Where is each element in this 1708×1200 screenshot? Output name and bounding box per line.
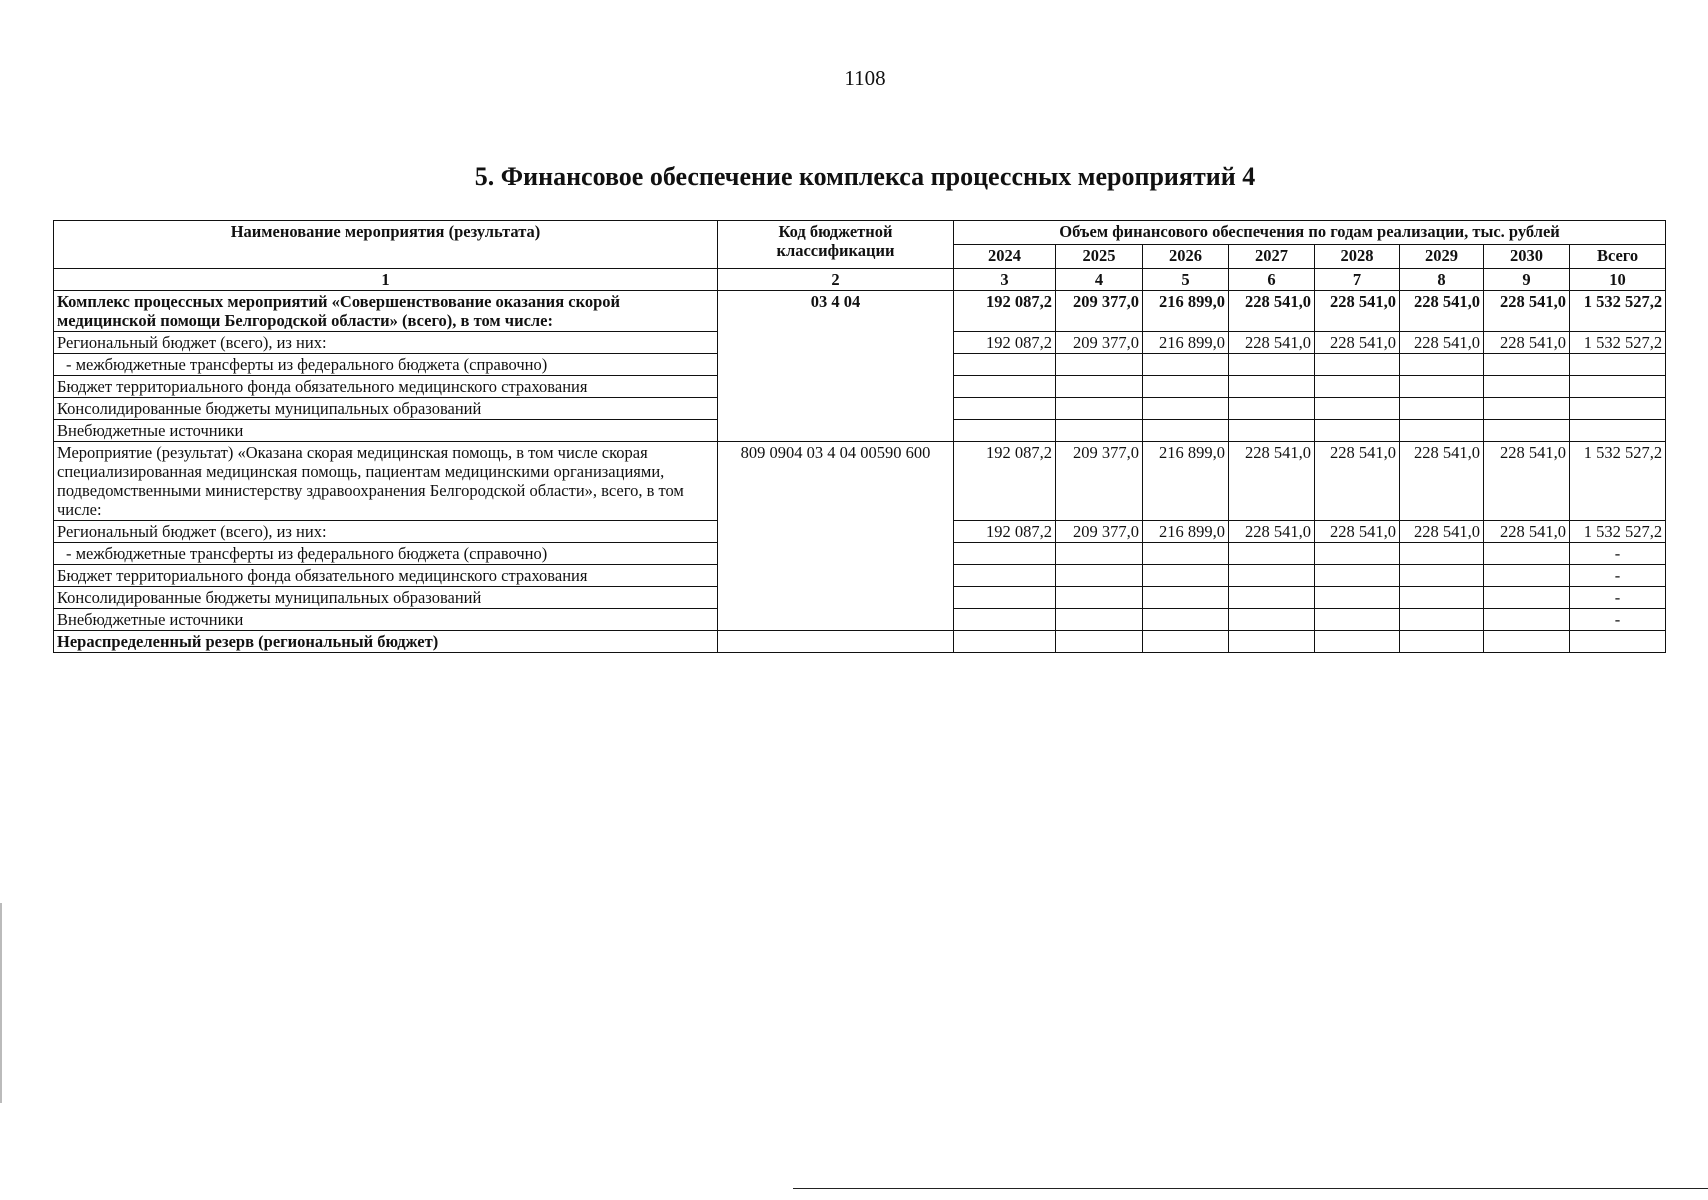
footer-line — [793, 1188, 1708, 1189]
header-year: 2028 — [1315, 245, 1400, 269]
header-year: 2030 — [1484, 245, 1570, 269]
value-cell — [1400, 609, 1484, 631]
value-cell — [1484, 631, 1570, 653]
column-index: 1 — [54, 269, 718, 291]
total-cell: 1 532 527,2 — [1570, 291, 1666, 332]
budget-code: 809 0904 03 4 04 00590 600 — [718, 442, 954, 631]
value-cell: 228 541,0 — [1484, 442, 1570, 521]
value-cell — [1143, 631, 1229, 653]
value-cell: 192 087,2 — [954, 332, 1056, 354]
row-name: Мероприятие (результат) «Оказана скорая медицинская помощь, в том числе скорая специализированная медицинская помощь, пациентам медицинскими организациями, подведомственными министерству здравоохранения Белгородской области», всего, в том числе: — [54, 442, 718, 521]
total-cell: 1 532 527,2 — [1570, 332, 1666, 354]
value-cell: 228 541,0 — [1315, 291, 1400, 332]
value-cell — [1484, 354, 1570, 376]
value-cell — [1315, 354, 1400, 376]
header-volume: Объем финансового обеспечения по годам реализации, тыс. рублей — [954, 221, 1666, 245]
value-cell — [1229, 587, 1315, 609]
value-cell — [954, 631, 1056, 653]
value-cell — [1056, 609, 1143, 631]
value-cell — [1143, 376, 1229, 398]
value-cell — [1143, 543, 1229, 565]
value-cell — [954, 609, 1056, 631]
value-cell: 216 899,0 — [1143, 291, 1229, 332]
row-name: Консолидированные бюджеты муниципальных образований — [54, 398, 718, 420]
column-index: 2 — [718, 269, 954, 291]
row-name: - межбюджетные трансферты из федерального бюджета (справочно) — [54, 543, 718, 565]
value-cell: 228 541,0 — [1229, 442, 1315, 521]
value-cell — [1400, 631, 1484, 653]
value-cell — [1400, 354, 1484, 376]
budget-code — [718, 631, 954, 653]
value-cell — [1229, 631, 1315, 653]
total-cell: - — [1570, 565, 1666, 587]
table-row — [54, 442, 1666, 521]
row-name: Внебюджетные источники — [54, 609, 718, 631]
table-row — [54, 291, 1666, 332]
value-cell — [1315, 587, 1400, 609]
row-name: Внебюджетные источники — [54, 420, 718, 442]
value-cell — [1315, 420, 1400, 442]
row-name: Региональный бюджет (всего), из них: — [54, 332, 718, 354]
scan-edge-mark — [0, 903, 2, 1103]
value-cell — [1143, 354, 1229, 376]
value-cell: 228 541,0 — [1229, 291, 1315, 332]
value-cell — [1484, 376, 1570, 398]
column-index: 7 — [1315, 269, 1400, 291]
total-cell — [1570, 420, 1666, 442]
value-cell — [954, 543, 1056, 565]
value-cell — [954, 587, 1056, 609]
value-cell — [1484, 609, 1570, 631]
header-year: 2024 — [954, 245, 1056, 269]
header-year: 2027 — [1229, 245, 1315, 269]
total-cell: - — [1570, 543, 1666, 565]
value-cell: 228 541,0 — [1400, 332, 1484, 354]
value-cell — [1229, 376, 1315, 398]
value-cell: 228 541,0 — [1484, 521, 1570, 543]
value-cell: 228 541,0 — [1315, 521, 1400, 543]
value-cell — [1056, 631, 1143, 653]
value-cell: 228 541,0 — [1315, 442, 1400, 521]
value-cell — [1056, 565, 1143, 587]
value-cell — [1056, 543, 1143, 565]
column-index: 3 — [954, 269, 1056, 291]
value-cell — [1400, 398, 1484, 420]
header-code: Код бюджетной классификации — [718, 221, 954, 269]
row-name: Региональный бюджет (всего), из них: — [54, 521, 718, 543]
value-cell — [954, 420, 1056, 442]
value-cell — [1484, 398, 1570, 420]
column-index: 5 — [1143, 269, 1229, 291]
value-cell: 209 377,0 — [1056, 521, 1143, 543]
value-cell — [1484, 543, 1570, 565]
value-cell — [1315, 631, 1400, 653]
header-year: 2025 — [1056, 245, 1143, 269]
value-cell: 228 541,0 — [1400, 442, 1484, 521]
value-cell — [1400, 565, 1484, 587]
total-cell: 1 532 527,2 — [1570, 442, 1666, 521]
total-cell: 1 532 527,2 — [1570, 521, 1666, 543]
value-cell — [1056, 420, 1143, 442]
row-name: Консолидированные бюджеты муниципальных образований — [54, 587, 718, 609]
row-name: Нераспределенный резерв (региональный бюджет) — [54, 631, 718, 653]
value-cell: 192 087,2 — [954, 521, 1056, 543]
header-name: Наименование мероприятия (результата) — [54, 221, 718, 269]
value-cell — [1056, 376, 1143, 398]
value-cell: 228 541,0 — [1229, 521, 1315, 543]
value-cell — [954, 354, 1056, 376]
total-cell: - — [1570, 587, 1666, 609]
budget-code: 03 4 04 — [718, 291, 954, 442]
value-cell — [1315, 565, 1400, 587]
value-cell — [1056, 587, 1143, 609]
value-cell — [954, 565, 1056, 587]
column-index: 9 — [1484, 269, 1570, 291]
value-cell — [954, 376, 1056, 398]
value-cell — [1229, 398, 1315, 420]
value-cell — [1143, 398, 1229, 420]
header-total: Всего — [1570, 245, 1666, 269]
value-cell — [1229, 420, 1315, 442]
value-cell: 192 087,2 — [954, 291, 1056, 332]
value-cell — [1056, 398, 1143, 420]
column-index: 6 — [1229, 269, 1315, 291]
value-cell — [1143, 587, 1229, 609]
value-cell — [1315, 543, 1400, 565]
value-cell — [1484, 565, 1570, 587]
reserve-row — [54, 631, 1666, 653]
value-cell — [1400, 587, 1484, 609]
value-cell: 209 377,0 — [1056, 332, 1143, 354]
header-year: 2029 — [1400, 245, 1484, 269]
value-cell: 228 541,0 — [1229, 332, 1315, 354]
value-cell: 209 377,0 — [1056, 442, 1143, 521]
header-year: 2026 — [1143, 245, 1229, 269]
total-cell — [1570, 376, 1666, 398]
value-cell — [1143, 565, 1229, 587]
row-name: Комплекс процессных мероприятий «Совершенствование оказания скорой медицинской помощи Белгородской области» (всего), в том числе: — [54, 291, 718, 332]
document-title: 5. Финансовое обеспечение комплекса процессных мероприятий 4 — [474, 162, 1256, 191]
row-name: - межбюджетные трансферты из федерального бюджета (справочно) — [54, 354, 718, 376]
value-cell — [1315, 376, 1400, 398]
value-cell — [1315, 398, 1400, 420]
row-name: Бюджет территориального фонда обязательного медицинского страхования — [54, 565, 718, 587]
value-cell — [1143, 609, 1229, 631]
row-name: Бюджет территориального фонда обязательного медицинского страхования — [54, 376, 718, 398]
value-cell: 228 541,0 — [1400, 291, 1484, 332]
value-cell — [1229, 609, 1315, 631]
value-cell — [1315, 609, 1400, 631]
total-cell: - — [1570, 609, 1666, 631]
financing-table — [53, 220, 1666, 653]
value-cell: 216 899,0 — [1143, 442, 1229, 521]
value-cell — [1484, 420, 1570, 442]
value-cell — [1229, 543, 1315, 565]
column-index: 8 — [1400, 269, 1484, 291]
value-cell — [1143, 420, 1229, 442]
value-cell — [1229, 354, 1315, 376]
value-cell: 228 541,0 — [1315, 332, 1400, 354]
value-cell: 216 899,0 — [1143, 521, 1229, 543]
value-cell — [1400, 420, 1484, 442]
value-cell: 209 377,0 — [1056, 291, 1143, 332]
page-number: 1108 — [844, 66, 886, 90]
total-cell — [1570, 398, 1666, 420]
value-cell — [1400, 543, 1484, 565]
value-cell: 192 087,2 — [954, 442, 1056, 521]
value-cell — [1484, 587, 1570, 609]
value-cell — [1400, 376, 1484, 398]
header-row-1 — [54, 221, 1666, 245]
value-cell: 228 541,0 — [1484, 332, 1570, 354]
value-cell — [954, 398, 1056, 420]
value-cell: 228 541,0 — [1400, 521, 1484, 543]
column-index: 4 — [1056, 269, 1143, 291]
value-cell: 216 899,0 — [1143, 332, 1229, 354]
total-cell — [1570, 631, 1666, 653]
value-cell — [1056, 354, 1143, 376]
column-index: 10 — [1570, 269, 1666, 291]
total-cell — [1570, 354, 1666, 376]
column-index-row — [54, 269, 1666, 291]
value-cell — [1229, 565, 1315, 587]
value-cell: 228 541,0 — [1484, 291, 1570, 332]
